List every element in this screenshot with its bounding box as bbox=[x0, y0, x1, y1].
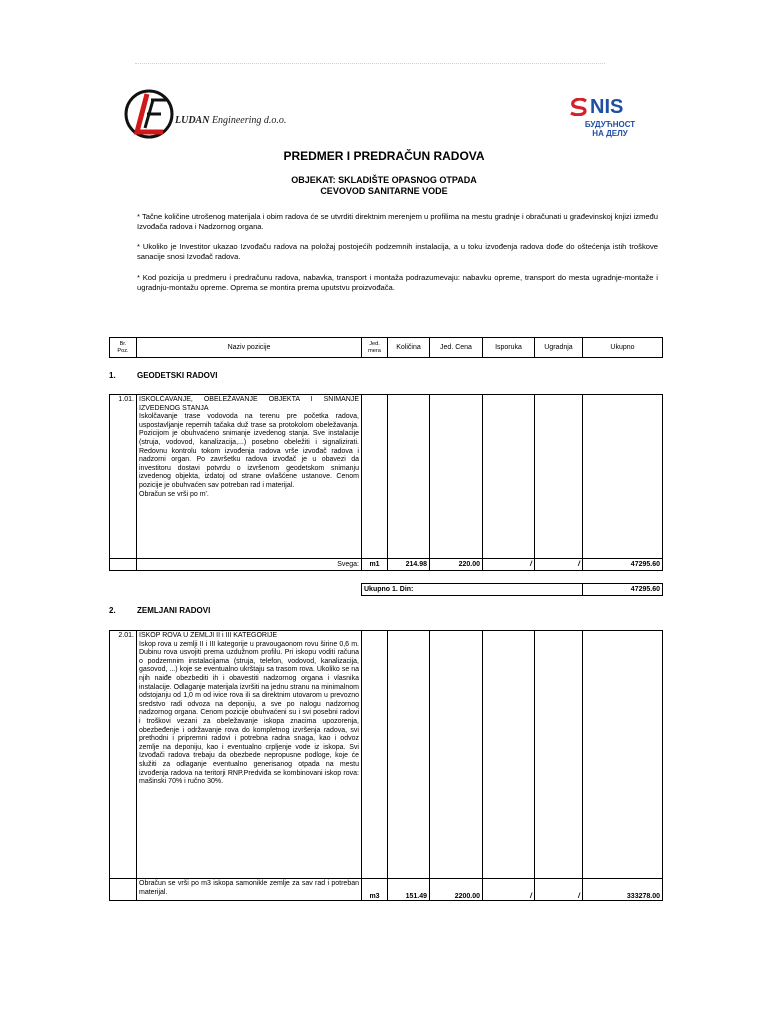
item-1-01-qty: 214.98 bbox=[388, 559, 430, 571]
header-naziv: Naziv pozicije bbox=[137, 338, 362, 358]
nis-wordmark: NIS bbox=[590, 96, 624, 118]
ludan-logo bbox=[123, 88, 313, 140]
header-br-poz: Br. Poz. bbox=[110, 338, 137, 358]
item-1-01-svega: Svega: bbox=[137, 559, 362, 571]
subtotal-1-value: 47295.60 bbox=[583, 584, 663, 596]
company-name: LUDAN Engineering d.o.o. bbox=[175, 115, 287, 126]
item-2-01-qty: 151.49 bbox=[388, 879, 430, 901]
section-2-number: 2. bbox=[109, 606, 116, 615]
section-1-number: 1. bbox=[109, 371, 116, 380]
section-2-table bbox=[109, 630, 663, 901]
item-2-01-heading: ISKOP ROVA U ZEMLJI II i III KATEGORIJE bbox=[139, 632, 278, 639]
note-1: * Tačne količine utrošenog materijala i obim radova će se utvrditi direktnim merenjem u profilima na mestu gradnje i obračunati u građevinskoj knjizi između Izvođača radova i Nadzornog organa. bbox=[137, 212, 658, 231]
table-header bbox=[109, 337, 663, 358]
header-kolicina: Količina bbox=[388, 338, 430, 358]
document-title: PREDMER I PREDRAČUN RADOVA bbox=[283, 149, 485, 163]
nis-logo bbox=[560, 96, 650, 146]
item-2-01-body: Iskop rova u zemlji II i III kategorije u pravougaonom rovu širine 0,6 m. Dubinu rova usvojiti prema uzdužnom profilu. Pri iskopu voditi računa o podzemnim instalacijama (struja, telefon, vodovod, kanalizacija, gasovod, ...) koje se eventualno ukrštaju sa trasom rova. Ukoliko se na njih naiđe obezbediti ih i obavestiti nadzornog organa i vlasnika instalacije. Odlaganje materijala izvršiti na jednu stranu na minimalnom odstojanju od 1,0 m od ivice rova ili sa direktnim utovarom u prevozno sredstvo radi odvoza na deponiju, a sve po nalogu nadzornog nadzornog organa. Cenom pozicije obuhvaćeni su i svi posebni radovi i troškovi vezani za obeležavanje iskopa znacima upozorenja, obezbeđenje i održavanje rova do kompletnog izvršenja radova, svi prethodni i pripremni radovi i potrebna radna snaga, kao i odvoz zemlje na deponiju, kao i eventualno crpljenje vode iz iskopa. Svi Izvođači radova trebaju da obezbede nepropusne podloge, koje će služiti za odlaganje eventualno generisanog otpada na mestu izvođenja radova na teritorji RNP.Predviđa se kombinovani iskop rova: mašinski 70% i ručno 30%. bbox=[139, 640, 359, 786]
item-1-01-description bbox=[137, 395, 362, 559]
item-2-01-unit: m3 bbox=[362, 879, 388, 901]
header-isporuka: Isporuka bbox=[483, 338, 535, 358]
nis-tagline-1: БУДУЋНОСТ bbox=[584, 120, 636, 129]
item-1-01-heading: ISKOLČAVANJE, OBELEŽAVANJE OBJEKTA I SNIMANJE IZVEDENOG STANJA bbox=[139, 396, 359, 412]
top-rule bbox=[135, 63, 605, 65]
item-2-01-ugradnja: / bbox=[535, 879, 583, 901]
item-2-01-isporuka: / bbox=[483, 879, 535, 901]
header-ukupno: Ukupno bbox=[583, 338, 663, 358]
item-1-01-pos: 1.01. bbox=[110, 395, 137, 559]
header-jed-cena: Jed. Cena bbox=[430, 338, 483, 358]
section-2-title: ZEMLJANI RADOVI bbox=[137, 606, 211, 615]
item-1-01-price: 220.00 bbox=[430, 559, 483, 571]
item-2-01-footer: Obračun se vrši po m3 iskopa samonikle zemlje za sav rad i potreban materijal. bbox=[137, 879, 362, 901]
ludan-emblem-icon bbox=[123, 88, 183, 140]
section-1-subtotal bbox=[361, 583, 663, 596]
item-1-01-isporuka: / bbox=[483, 559, 535, 571]
subtotal-1-label: Ukupno 1. Din: bbox=[362, 584, 583, 596]
item-2-01-pos: 2.01. bbox=[110, 631, 137, 879]
note-3: * Kod pozicija u predmeru i predračunu radova, nabavka, transport i montaža podrazumevaju: nabavku opreme, transport do mesta ugradnje-montaže i ugradnju-montažu opreme. Oprema se montira prema uputstvu proizvođača. bbox=[137, 273, 658, 292]
section-1-title: GEODETSKI RADOVI bbox=[137, 371, 218, 380]
item-1-01-body: Iskolčavanje trase vodovoda na terenu pre početka radova, uspostavljanje repernih tačaka duž trase sa protokolom obeležavanja. Pozicijom je obuhvaćeno snimanje izvedenog stanja. Sve instalacije (struja, vodovod, kanalizacija,...) posebno obeležiti i signalizirati. Redovnu kontrolu tokom izvođenja radova vrše izvođač radova i nadzorni organ. Po završetku radova izvođač je u obavezi da investitoru dostavi potvrdu o izvršenom geodetskom snimanju izvedenog objekta, izdatoj od strane ovlašćene ustanove. Cenom pozicije je obuhvaćen sav potreban rad i materijal. bbox=[139, 413, 359, 489]
item-2-01-description bbox=[137, 631, 362, 879]
header-ugradnja: Ugradnja bbox=[535, 338, 583, 358]
object-line-1: OBJEKAT: SKLADIŠTE OPASNOG OTPADA bbox=[291, 175, 477, 185]
item-1-01-unit: m1 bbox=[362, 559, 388, 571]
object-line-2: CEVOVOD SANITARNE VODE bbox=[320, 186, 448, 196]
nis-emblem-icon bbox=[568, 98, 590, 116]
item-1-01-footer: Obračun se vrši po m'. bbox=[139, 490, 209, 498]
item-1-01-total: 47295.60 bbox=[583, 559, 663, 571]
note-2: * Ukoliko je Investitor ukazao Izvođaču radova na položaj postojećih podzemnih instalacija, a u toku izvođenja radova dođe do oštećenja istih troškove sanacije snosi Izvođač radova. bbox=[137, 242, 658, 261]
item-2-01-price: 2200.00 bbox=[430, 879, 483, 901]
nis-tagline-2: НА ДЕЛУ bbox=[592, 129, 628, 138]
header-jed-mera: Jed. mera bbox=[362, 338, 388, 358]
item-2-01-total: 333278.00 bbox=[583, 879, 663, 901]
section-1-table bbox=[109, 394, 663, 571]
item-1-01-ugradnja: / bbox=[535, 559, 583, 571]
